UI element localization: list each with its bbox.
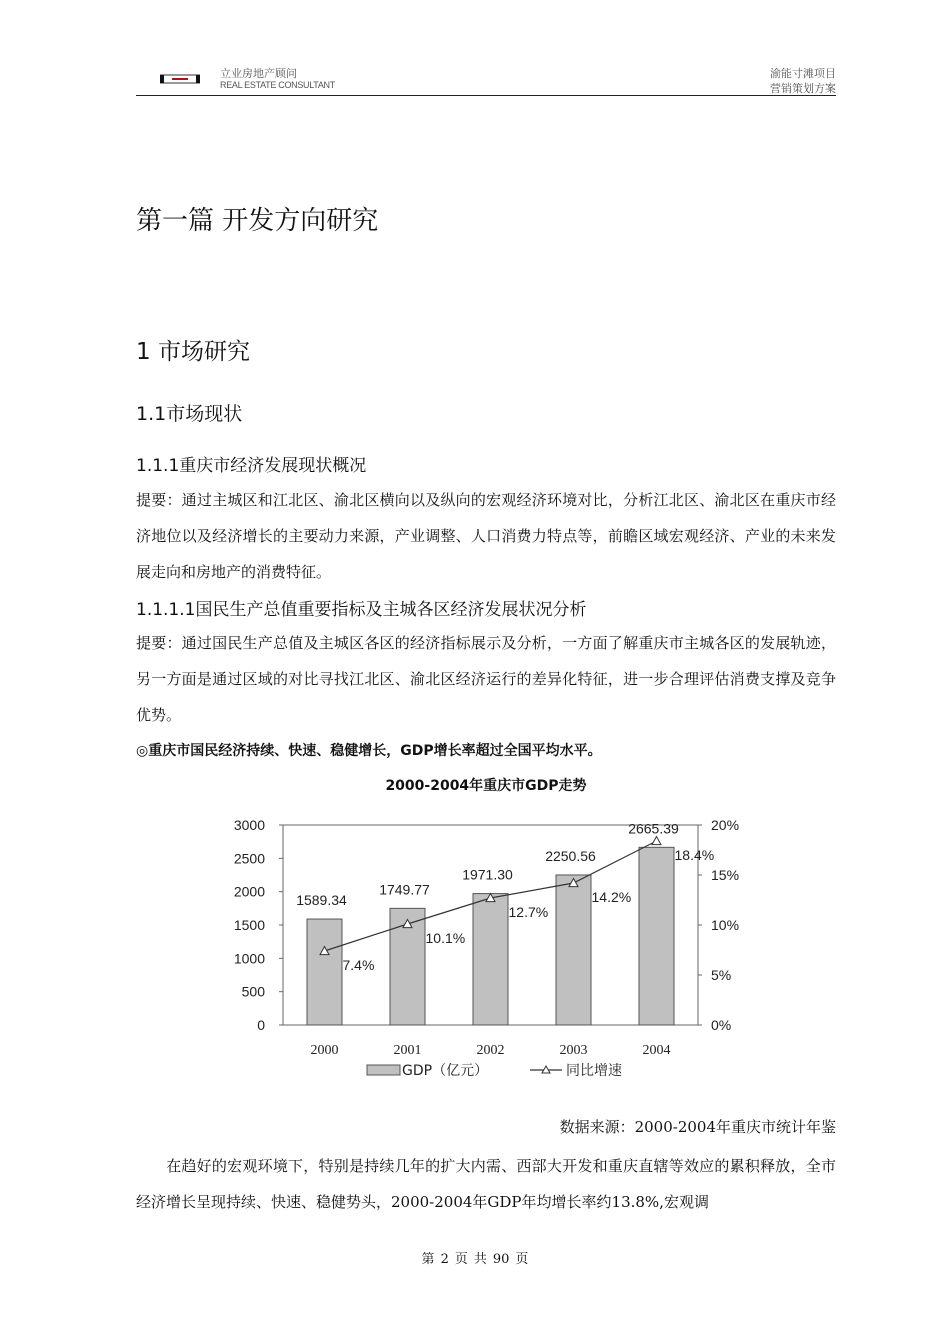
gdp-bar-label: 2250.56 <box>545 847 596 864</box>
right-tick-label: 5% <box>711 967 732 983</box>
summary-paragraph-1: 提要：通过主城区和江北区、渝北区横向以及纵向的宏观经济环境对比，分析江北区、渝北区在重庆市经济地位以及经济增长的主要动力来源，产业调整、人口消费力特点等，前瞻区域宏观经济、产业的未来发展走向和房地产的消费特征。 <box>136 491 836 581</box>
header-company-en: REAL ESTATE CONSULTANT <box>220 80 335 90</box>
left-tick-label: 3000 <box>233 817 265 833</box>
right-tick-label: 15% <box>711 867 740 883</box>
legend-line-label: 同比增速 <box>566 1063 622 1079</box>
x-category-label: 2003 <box>559 1043 588 1058</box>
footer-page-label: 第 <box>421 1252 435 1267</box>
section-heading-1-1: 1.1市场现状 <box>136 403 243 425</box>
footer-total-word: 页 <box>515 1252 529 1267</box>
right-tick-label: 20% <box>711 817 740 833</box>
right-tick-label: 10% <box>711 917 740 933</box>
gdp-bar <box>556 875 591 1025</box>
header-doc-type: 营销策划方案 <box>770 82 836 95</box>
gdp-bar-label: 1971.30 <box>462 866 513 883</box>
gdp-bar <box>639 847 674 1025</box>
left-tick-label: 1500 <box>233 917 265 933</box>
section-heading-1-1-1: 1.1.1重庆市经济发展现状概况 <box>136 456 367 476</box>
header-rule <box>136 95 836 96</box>
part-title: 第一篇 开发方向研究 <box>136 206 379 236</box>
gdp-chart <box>210 810 770 1085</box>
growth-label: 14.2% <box>591 889 632 905</box>
gdp-bar-label: 1749.77 <box>379 881 430 898</box>
x-category-label: 2004 <box>642 1043 671 1058</box>
growth-label: 7.4% <box>342 957 375 973</box>
section-heading-1: 1 市场研究 <box>136 339 250 365</box>
legend-bar-swatch <box>367 1065 400 1075</box>
left-tick-label: 2000 <box>233 883 265 900</box>
header-company-cn: 立业房地产顾问 <box>220 67 297 80</box>
page-footer <box>0 1248 950 1267</box>
left-tick-label: 1000 <box>233 950 265 967</box>
growth-label: 18.4% <box>674 847 715 863</box>
gdp-bar <box>307 919 342 1025</box>
gdp-bar <box>473 894 508 1025</box>
summary-paragraph-2: 提要：通过国民生产总值及主城区各区的经济指标展示及分析，一方面了解重庆市主城各区的发展轨迹，另一方面是通过区域的对比寻找江北区、渝北区经济运行的差异化特征，进一步合理评估消费支撑及竞争优势。 <box>136 634 836 724</box>
footer-total-num: 90 <box>492 1252 510 1267</box>
left-tick-label: 0 <box>257 1017 265 1033</box>
right-tick-label: 0% <box>711 1017 732 1033</box>
highlight-statement: ◎重庆市国民经济持续、快速、稳健增长，GDP增长率超过全国平均水平。 <box>136 743 602 759</box>
left-tick-label: 2500 <box>233 850 265 867</box>
header-project: 渝能寸滩项目 <box>770 67 836 80</box>
data-source: 数据来源：2000-2004年重庆市统计年鉴 <box>559 1118 836 1136</box>
footer-total-label: 共 <box>473 1252 487 1267</box>
section-heading-1-1-1-1: 1.1.1.1国民生产总值重要指标及主城各区经济发展状况分析 <box>136 600 587 620</box>
x-category-label: 2000 <box>310 1043 339 1058</box>
chart-title: 2000-2004年重庆市GDP走势 <box>385 778 587 794</box>
body-paragraph-text: 在趋好的宏观环境下，特别是持续几年的扩大内需、西部大开发和重庆直辖等效应的累积释放，全市经济增长呈现持续、快速、稳健势头，2000-2004年GDP年均增长率约13.8%,宏观调 <box>136 1157 836 1211</box>
body-paragraph <box>136 1148 836 1220</box>
legend-bar-label: GDP（亿元） <box>402 1063 489 1079</box>
company-logo <box>160 74 200 84</box>
x-category-label: 2002 <box>476 1043 505 1058</box>
footer-page-num: 2 <box>440 1252 449 1267</box>
growth-label: 10.1% <box>425 930 466 946</box>
x-category-label: 2001 <box>393 1043 422 1058</box>
gdp-bar-label: 1589.34 <box>296 892 347 909</box>
growth-point <box>652 837 661 845</box>
left-tick-label: 500 <box>241 983 265 1000</box>
growth-label: 12.7% <box>508 904 549 920</box>
footer-page-word: 页 <box>454 1252 468 1267</box>
gdp-bar-label: 2665.39 <box>628 820 679 837</box>
